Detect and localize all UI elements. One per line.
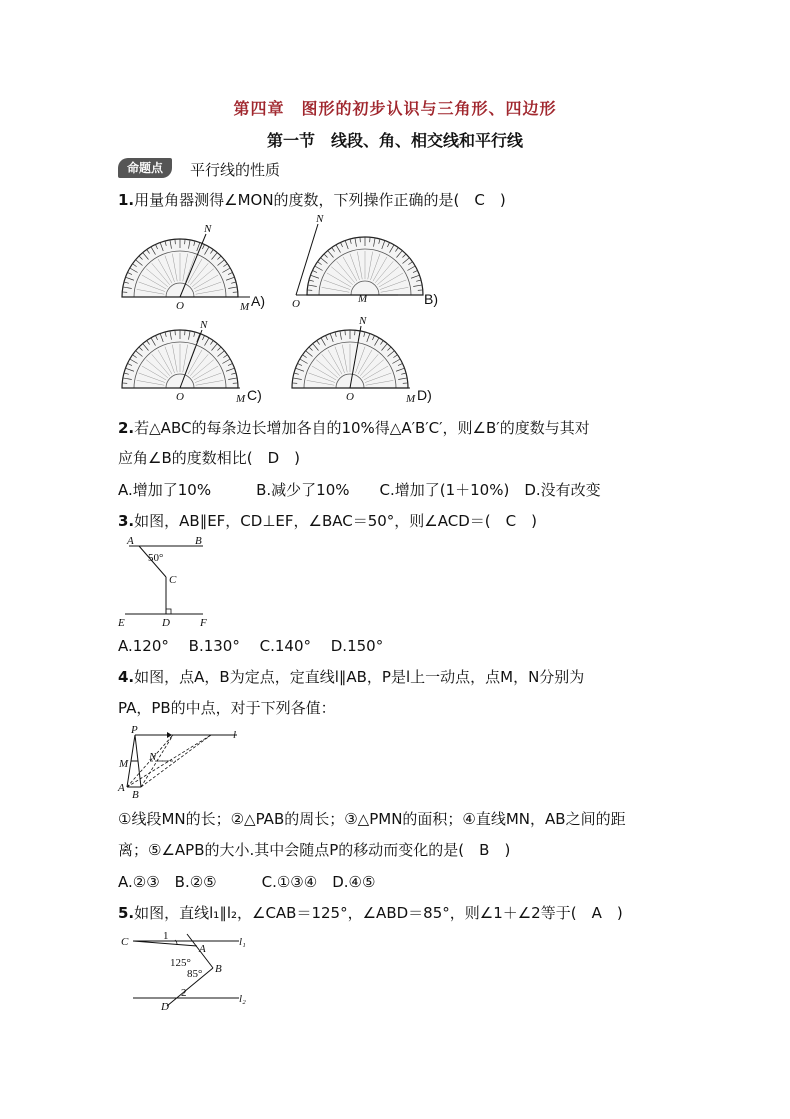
label-n: N [204,223,212,235]
label-d: D [162,617,170,629]
question-text: 若△ABC的每条边长增加各自的10%得△A′B′C′，则∠B′的度数与其对 [134,419,590,437]
label-f: F [200,617,207,629]
label-n: N [359,315,367,327]
label-m: M [119,758,129,770]
question-text: 如图，AB∥EF，CD⊥EF，∠BAC＝50°，则∠ACD＝( C ) [134,512,537,530]
question-text: 如图，点A，B为定点，定直线l∥AB，P是l上一动点，点M，N分别为 [134,668,585,686]
label-m: M [236,393,246,405]
label-l1: l₁ [239,936,246,948]
question-3 [118,511,537,531]
label-o: O [176,300,184,312]
protractor-figure-d [288,315,458,408]
label-n: N [149,751,157,763]
question-4-options: A.②③ B.②⑤ C.①③④ D.④⑤ [118,873,376,891]
topic-badge: 命题点 [118,158,172,178]
label-2: 2 [181,987,187,999]
question-4 [118,667,584,687]
question-number: 5. [118,904,135,922]
chapter-title: 第四章 图形的初步认识与三角形、四边形 [233,99,557,118]
option-label: B) [424,291,438,307]
question-3-options: A.120° B.130° C.140° D.150° [118,637,384,655]
question-text: 如图，直线l₁∥l₂，∠CAB＝125°，∠ABD＝85°，则∠1＋∠2等于( A ) [134,904,623,922]
protractor-figure-a [118,222,288,312]
question-number: 2. [118,419,135,437]
label-n: N [200,319,208,331]
protractor-figure-b [288,213,458,310]
angle-125: 125° [170,957,191,969]
angle-50: 50° [148,552,164,564]
label-l: l [233,729,237,741]
label-m: M [358,293,368,305]
label-o: O [346,391,354,403]
label-a: A [118,782,125,794]
label-n: N [316,213,324,225]
section-title: 第一节 线段、角、相交线和平行线 [266,131,523,150]
question-text: 用量角器测得∠MON的度数，下列操作正确的是( C ) [134,191,506,209]
label-e: E [118,617,125,629]
question-number: 1. [118,191,135,209]
question-2 [118,418,590,438]
question-4-line2: PA，PB的中点，对于下列各值： [118,699,336,717]
option-label: A) [251,293,265,309]
label-p: P [131,724,138,736]
figure-q5 [115,928,255,1016]
question-number: 3. [118,512,135,530]
option-label: C) [247,387,262,403]
protractor-figure-c [118,318,288,408]
question-4-line4: 离；⑤∠APB的大小.其中会随点P的移动而变化的是( B ) [118,841,511,859]
question-2-options: A.增加了10% B.减少了10% C.增加了(1＋10%) D.没有改变 [118,481,601,499]
question-4-line3: ①线段MN的长；②△PAB的周长；③△PMN的面积；④直线MN，AB之间的距 [118,810,626,828]
label-1: 1 [163,930,169,942]
angle-85: 85° [187,968,203,980]
topic-title: 平行线的性质 [190,161,281,179]
label-o: O [176,391,184,403]
label-c: C [169,574,177,586]
label-b: B [132,789,139,801]
label-a: A [127,535,134,547]
label-c: C [121,936,129,948]
label-m: M [406,393,416,405]
label-l2: l₂ [239,993,246,1005]
label-m: M [240,301,250,313]
question-2-line2: 应角∠B的度数相比( D ) [118,449,300,467]
option-label: D) [417,387,432,403]
label-b: B [195,535,202,547]
figure-q3 [115,537,225,627]
label-d: D [161,1001,169,1013]
question-1 [118,190,506,210]
question-number: 4. [118,668,135,686]
figure-q4 [115,725,245,800]
label-b: B [215,963,222,975]
label-o: O [292,298,300,310]
label-a: A [199,943,206,955]
question-5 [118,903,623,923]
